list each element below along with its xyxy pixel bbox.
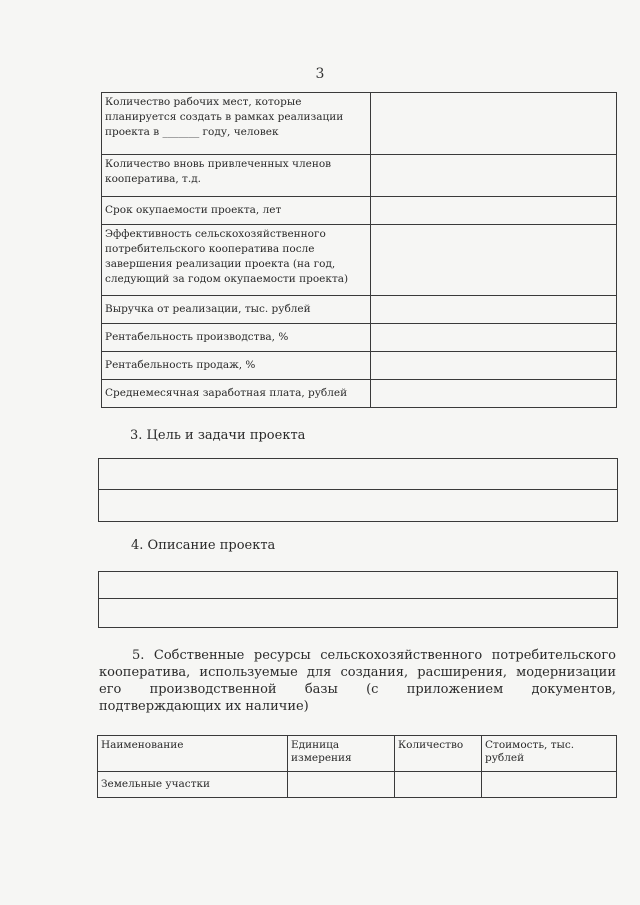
indicator-value (371, 380, 617, 408)
indicator-value (371, 352, 617, 380)
indicator-value (371, 93, 617, 155)
indicator-label: Количество вновь привлеченных членов кооператива, т.д. (102, 155, 371, 197)
page-number: 3 (315, 66, 325, 82)
indicator-value (371, 324, 617, 352)
table-row (102, 296, 617, 324)
goals-row[interactable] (99, 459, 617, 490)
indicator-value (371, 296, 617, 324)
indicator-label: Среднемесячная заработная плата, рублей (102, 380, 371, 408)
section-5-paragraph: 5. Собственные ресурсы сельскохозяйственного потребительского кооператива, используемые для создания, расширения, модернизации его производственной базы (с приложением документов, подтверждающих их наличие) (99, 648, 616, 714)
table-cell (482, 772, 617, 798)
description-table (98, 571, 618, 628)
table-row (102, 225, 617, 296)
column-header: Наименование (98, 736, 288, 772)
indicator-label: Рентабельность производства, % (102, 324, 371, 352)
section-4-heading: 4. Описание проекта (131, 538, 276, 553)
indicator-value (371, 225, 617, 296)
description-row[interactable] (99, 572, 617, 599)
indicator-label: Срок окупаемости проекта, лет (102, 197, 371, 225)
column-header: Количество (395, 736, 482, 772)
section-3-heading: 3. Цель и задачи проекта (130, 428, 306, 443)
indicator-label: Рентабельность продаж, % (102, 352, 371, 380)
own-resources-table (97, 735, 617, 798)
table-header-row (98, 736, 617, 772)
table-cell (288, 772, 395, 798)
table-row (98, 772, 617, 798)
project-indicators-table (101, 92, 617, 408)
goals-row[interactable] (99, 490, 617, 521)
table-row (102, 155, 617, 197)
indicator-label: Выручка от реализации, тыс. рублей (102, 296, 371, 324)
table-row (102, 352, 617, 380)
column-header: Единица измерения (288, 736, 395, 772)
indicator-label: Количество рабочих мест, которые планируется создать в рамках реализации проекта в _______ году, человек (102, 93, 371, 155)
description-row[interactable] (99, 599, 617, 627)
table-row (102, 197, 617, 225)
table-row (102, 324, 617, 352)
table-row (102, 93, 617, 155)
table-cell: Земельные участки (98, 772, 288, 798)
table-cell (395, 772, 482, 798)
table-row (102, 380, 617, 408)
indicator-label: Эффективность сельскохозяйственного потребительского кооператива после завершения реализации проекта (на год, следующий за годом окупаемости проекта) (102, 225, 371, 296)
goals-table (98, 458, 618, 522)
indicator-value (371, 155, 617, 197)
indicator-value (371, 197, 617, 225)
column-header: Стоимость, тыс. рублей (482, 736, 617, 772)
